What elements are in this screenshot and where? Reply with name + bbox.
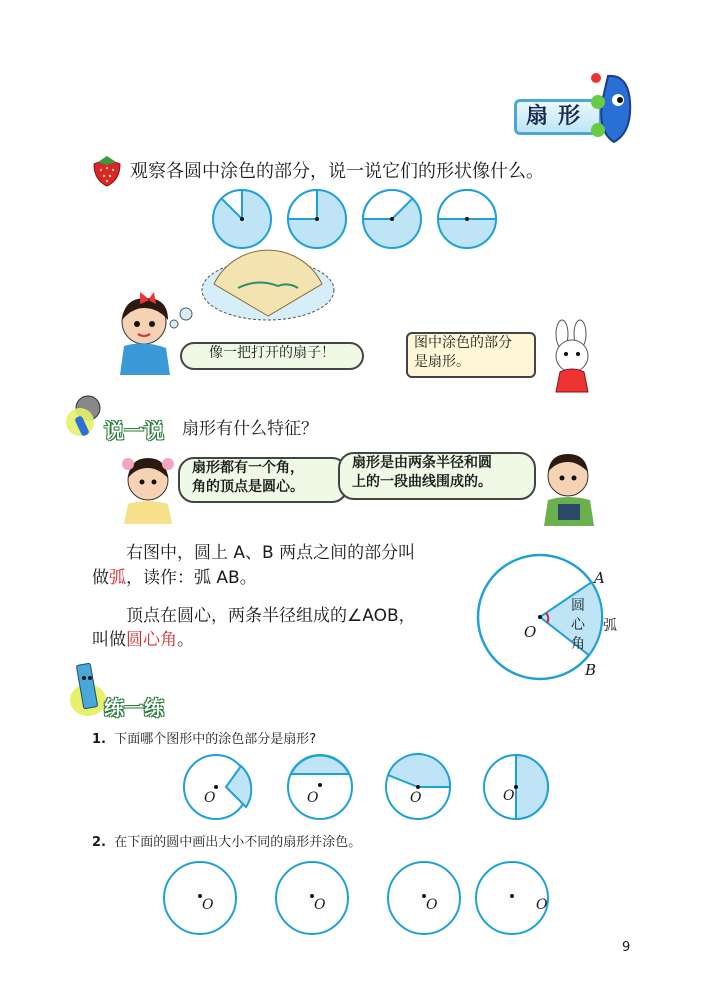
boy-character-icon [540, 448, 598, 526]
microphone-icon [64, 392, 108, 440]
say-badge: 说一说 [104, 419, 164, 443]
page-title: 扇形 [514, 99, 602, 135]
q1-line [92, 728, 316, 752]
feature-right-line1: 扇形是由两条半径和圆 [352, 455, 492, 471]
feature-bubble-right [338, 452, 536, 500]
say-question: 扇形有什么特征？ [182, 419, 318, 439]
q2-circles [160, 860, 560, 938]
rabbit-character-icon [544, 322, 600, 394]
q2-o-label-4: O [536, 897, 548, 913]
rabbit-speech-line2: 是扇形。 [414, 354, 470, 370]
para2-line2 [92, 628, 194, 652]
q2-line [92, 831, 361, 855]
label-central-angle [571, 597, 585, 654]
practice-badge: 练一练 [104, 696, 164, 720]
q2-text: 在下面的圆中画出大小不同的扇形并涂色。 [114, 835, 362, 850]
girl-speech-text: 像一把打开的扇子！ [209, 345, 335, 361]
feature-left-line1: 扇形都有一个角， [192, 460, 304, 476]
q2-o-label-2: O [314, 897, 326, 913]
feature-bubble-left [178, 457, 348, 503]
q2-o-label-1: O [202, 897, 214, 913]
mouse-mascot-icon [588, 72, 638, 150]
feature-left-line2: 角的顶点是圆心。 [192, 479, 304, 495]
page-number: 9 [622, 940, 631, 955]
term-arc: 弧 [109, 568, 126, 588]
para1-line2-pre: 做 [92, 568, 109, 588]
fan-thought-cloud [168, 258, 338, 330]
q1-number: 1. [92, 732, 106, 747]
label-B: B [585, 661, 597, 679]
q1-o-label-3: O [410, 790, 422, 806]
label-angle-char-1: 圆 [571, 598, 585, 614]
girl-character-icon [110, 290, 185, 375]
rabbit-speech-line1: 图中涂色的部分 [414, 335, 512, 351]
rabbit-speech-bubble [406, 332, 536, 378]
q1-o-label-4: O [503, 788, 515, 804]
para2-line1: 顶点在圆心，两条半径组成的∠AOB， [126, 606, 416, 626]
label-A: A [594, 569, 605, 587]
q1-text: 下面哪个图形中的涂色部分是扇形? [114, 732, 317, 747]
feature-right-line2: 上的一段曲线围成的。 [352, 474, 492, 490]
para1-line2 [92, 566, 257, 590]
q1-o-label-2: O [307, 790, 319, 806]
q2-o-label-3: O [426, 897, 438, 913]
label-O: O [524, 623, 537, 641]
girl-speech-bubble [180, 342, 364, 370]
para2-line2-pre: 叫做 [92, 630, 126, 650]
intro-text: 观察各圆中涂色的部分，说一说它们的形状像什么。 [130, 161, 544, 182]
para2-line2-post: 。 [177, 630, 194, 650]
label-angle-char-3: 角 [571, 636, 585, 652]
strawberry-icon [90, 154, 124, 188]
term-central-angle: 圆心角 [126, 630, 177, 650]
sector-circles-top [205, 186, 505, 252]
para1-line1: 右图中，圆上 A、B 两点之间的部分叫 [126, 543, 416, 563]
q2-number: 2. [92, 835, 106, 850]
q1-o-label-1: O [204, 790, 216, 806]
para1-line2-post: ，读作：弧 AB。 [126, 568, 257, 588]
label-arc: 弧 [603, 618, 617, 634]
label-angle-char-2: 心 [571, 617, 585, 633]
girl2-character-icon [118, 452, 178, 524]
pencil-mascot-icon [68, 660, 108, 720]
